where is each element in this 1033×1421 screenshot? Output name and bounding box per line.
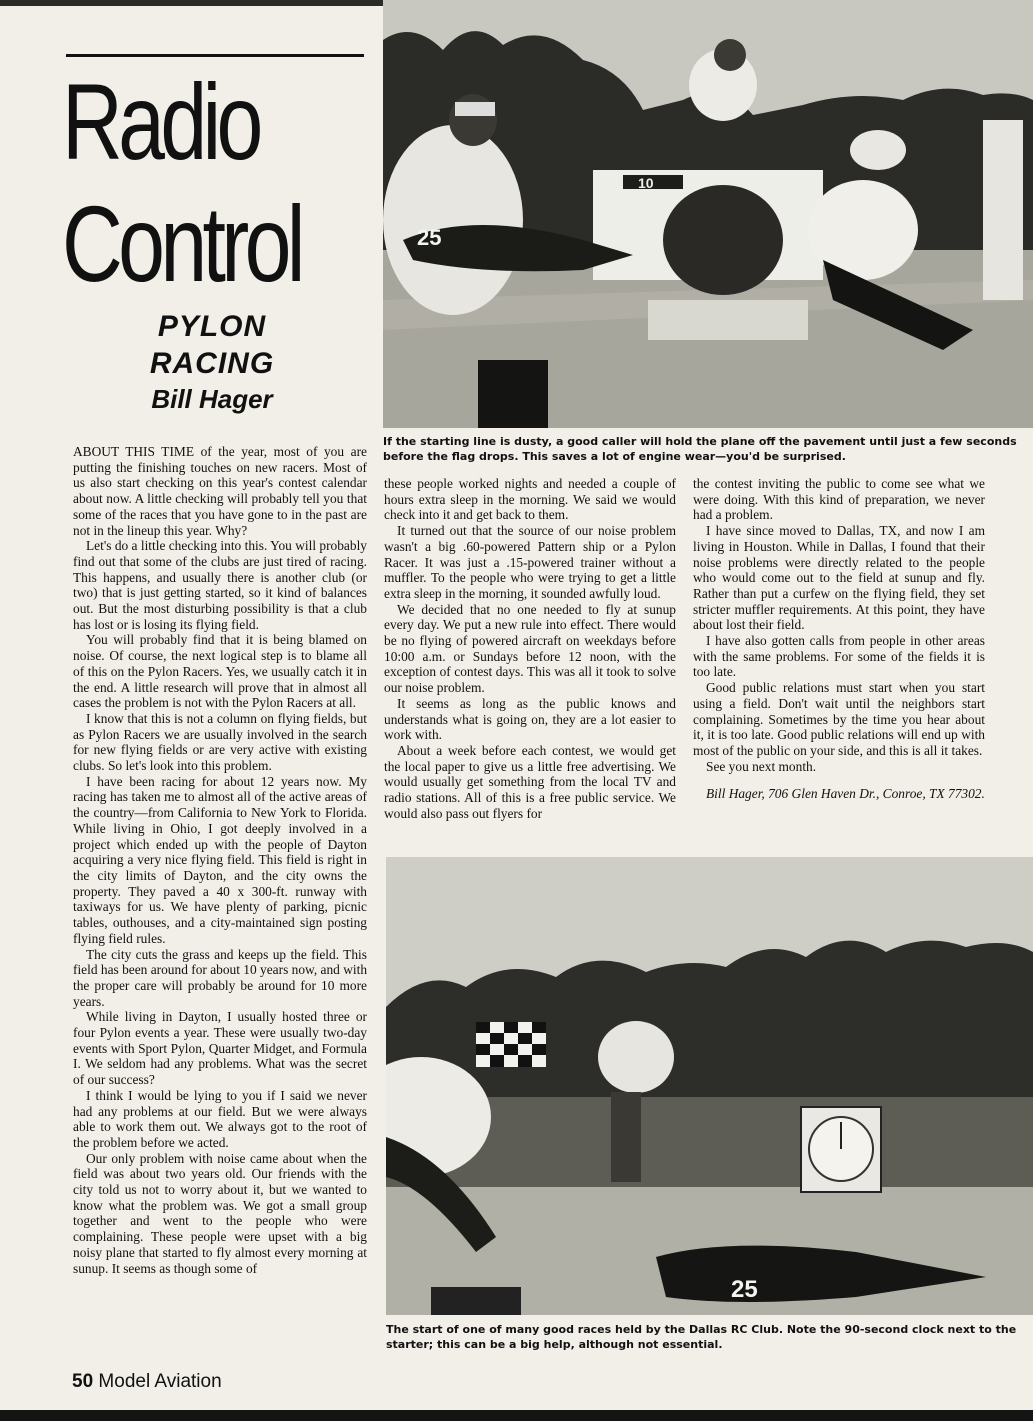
article-paragraph: I have also gotten calls from people in other areas with the same problems. For some of the fields it is too late. bbox=[693, 633, 985, 680]
right-figure bbox=[983, 120, 1023, 300]
article-paragraph: See you next month. bbox=[706, 758, 817, 774]
transmitter bbox=[478, 360, 548, 428]
article-paragraph: Our only problem with noise came about when the field was about two years old. Our friends with the city told us not to worry about it, but we wanted to know what the problem was. We got a small group together and went to the people who were complaining. These people were upset with a big noisy plane that started to fly almost every morning at sunup. It seems as though some of bbox=[73, 1150, 367, 1276]
article-paragraph: I think I would be lying to you if I said we never had any problems at our field. But we were always able to work them out. We always got to the root of the problem before we acted. bbox=[73, 1087, 367, 1150]
article-paragraph: the contest inviting the public to come see what we were doing. With this kind of preparation, we never had a problem. bbox=[693, 476, 985, 523]
column-title-line2: Control bbox=[62, 183, 301, 304]
article-paragraph: these people worked nights and needed a couple of hours extra sleep in the morning. We said we would check into it and get back to them. bbox=[384, 476, 676, 523]
top-photo bbox=[383, 0, 1033, 428]
top-photo-caption: If the starting line is dusty, a good caller will hold the plane off the pavement until just a few seconds before the flag drops. This saves a lot of engine wear—you'd be surprised. bbox=[383, 435, 1017, 463]
paragraph-text: of the year, most of you are putting the finishing touches on new racers. Most of us also start checking on this year's contest calendar about now. A little checking will probably tell you that some of the races that you have gone to in the past are not in the lineup this year. Why? bbox=[73, 444, 367, 538]
article-paragraph: You will probably find that it is being blamed on noise. Of course, the next logical step is to blame all of this on the Pylon Racers. Yes, we usually catch it in the end. A little research will prove that in almost all cases the problem is not with the Pylon Racers at all. bbox=[73, 632, 367, 711]
plane-number: 25 bbox=[731, 1276, 758, 1303]
article-paragraph: It turned out that the source of our noise problem wasn't a big .60-powered Pattern ship or a Pylon Racer. It was just a .15-powered trainer without a muffler. To the people who were trying to get a little extra sleep in the morning, it sounded awfully loud. bbox=[384, 523, 676, 601]
title-rule bbox=[66, 54, 364, 57]
article-paragraph: I have been racing for about 12 years now. My racing has taken me to almost all of the active areas of the country—from California to New York to Florida. While living in Ohio, I got deeply involved in a project which ended up with the people of Dayton acquiring a very nice flying field. This field is right in the city limits of Dayton, and the city owns the property. They paved a 40 x 300-ft. runway with taxiways for us. We have plenty of parking, picnic tables, outhouses, and a city-maintained sign posting flying field rules. bbox=[73, 773, 367, 946]
article-paragraph: I know that this is not a column on flying fields, but as Pylon Racers we are usually involved in the search for new flying fields or are very active with existing clubs. So let's look into this problem. bbox=[73, 710, 367, 774]
article-paragraph bbox=[73, 444, 367, 538]
pylon-number: 10 bbox=[638, 175, 654, 191]
top-photo-illustration bbox=[383, 0, 1033, 428]
caller-cap bbox=[455, 102, 495, 116]
mechanic-figure bbox=[663, 185, 783, 295]
article-paragraph: Good public relations must start when you start using a field. Don't wait until the neighbors start complaining. Sometimes by the time you hear about it, it is too late. Good public relations will end up with most of the public on your side, and this is all it takes. bbox=[693, 680, 985, 758]
author-signature: Bill Hager, 706 Glen Haven Dr., Conroe, TX 77302. bbox=[706, 786, 985, 802]
bottom-photo-caption: The start of one of many good races held by the Dallas RC Club. Note the 90-second clock next to the starter; this can be a big help, although not essential. bbox=[386, 1323, 1017, 1351]
page-footer bbox=[72, 1371, 222, 1393]
plane-number: 25 bbox=[417, 225, 442, 250]
transmitter bbox=[431, 1287, 521, 1315]
page-number: 50 bbox=[72, 1371, 94, 1392]
article-paragraph: We decided that no one needed to fly at sunup every day. We put a new rule into effect. There would be no flying of powered aircraft on weekdays before 10:00 a.m. or Sundays before 12 noon, with the exception of contest days. This was all it took to solve our noise problem. bbox=[384, 601, 676, 696]
background-figure bbox=[850, 130, 906, 170]
article-paragraph: About a week before each contest, we would get the local paper to give us a little free advertising. We would usually get something from the local TV and radio stations. All of this is a free public service. We would also pass out flyers for bbox=[384, 742, 676, 821]
caller-head bbox=[449, 94, 497, 146]
starter-legs bbox=[611, 1092, 641, 1182]
article-paragraph: Let's do a little checking into this. You will probably find out that some of the clubs are just tired of racing. This happens, and usually there is another club (or two) that is just getting started, so it kind of balances out. But the most disturbing possibility is that a club has lost or is losing its flying field. bbox=[73, 538, 367, 632]
column-title-line1: Radio bbox=[62, 61, 259, 182]
subtitle-line1: PYLON bbox=[157, 310, 267, 343]
article-column-1 bbox=[73, 444, 367, 1276]
article-paragraph: The city cuts the grass and keeps up the field. This field has been around for about 10 years now, and with the proper care will probably be around for 10 more years. bbox=[73, 946, 368, 1009]
article-paragraph: I have since moved to Dallas, TX, and now I am living in Houston. While in Dallas, I found that their noise problems were directly related to the people who would come out to the field at sunup and fly. Rather than put a curfew on the flying field, they set stricter muffler requirements. At this point, they have about lost their field. bbox=[693, 523, 985, 633]
scan-bottom-edge bbox=[0, 1410, 1033, 1421]
bottom-photo-illustration bbox=[386, 857, 1033, 1315]
lead-in: ABOUT THIS TIME bbox=[73, 444, 195, 459]
official-head bbox=[714, 39, 746, 71]
plane-stand bbox=[648, 300, 808, 340]
bottom-photo bbox=[386, 857, 1033, 1315]
article-paragraph: While living in Dayton, I usually hosted three or four Pylon events a year. These were usually two-day events with Sport Pylon, Quarter Midget, and Formula I. We seldom had any problems. What was the secret of our success? bbox=[73, 1009, 367, 1088]
article-paragraph: It seems as long as the public knows and understands what is going on, they are a lot easier to work with. bbox=[384, 695, 676, 743]
caller-figure bbox=[383, 125, 523, 315]
subtitle-line2: RACING bbox=[149, 347, 275, 380]
article-column-3 bbox=[693, 476, 985, 802]
article-column-2 bbox=[384, 476, 676, 821]
author-byline: Bill Hager bbox=[151, 384, 273, 414]
starter-figure bbox=[598, 1021, 674, 1093]
magazine-name: Model Aviation bbox=[98, 1371, 222, 1392]
